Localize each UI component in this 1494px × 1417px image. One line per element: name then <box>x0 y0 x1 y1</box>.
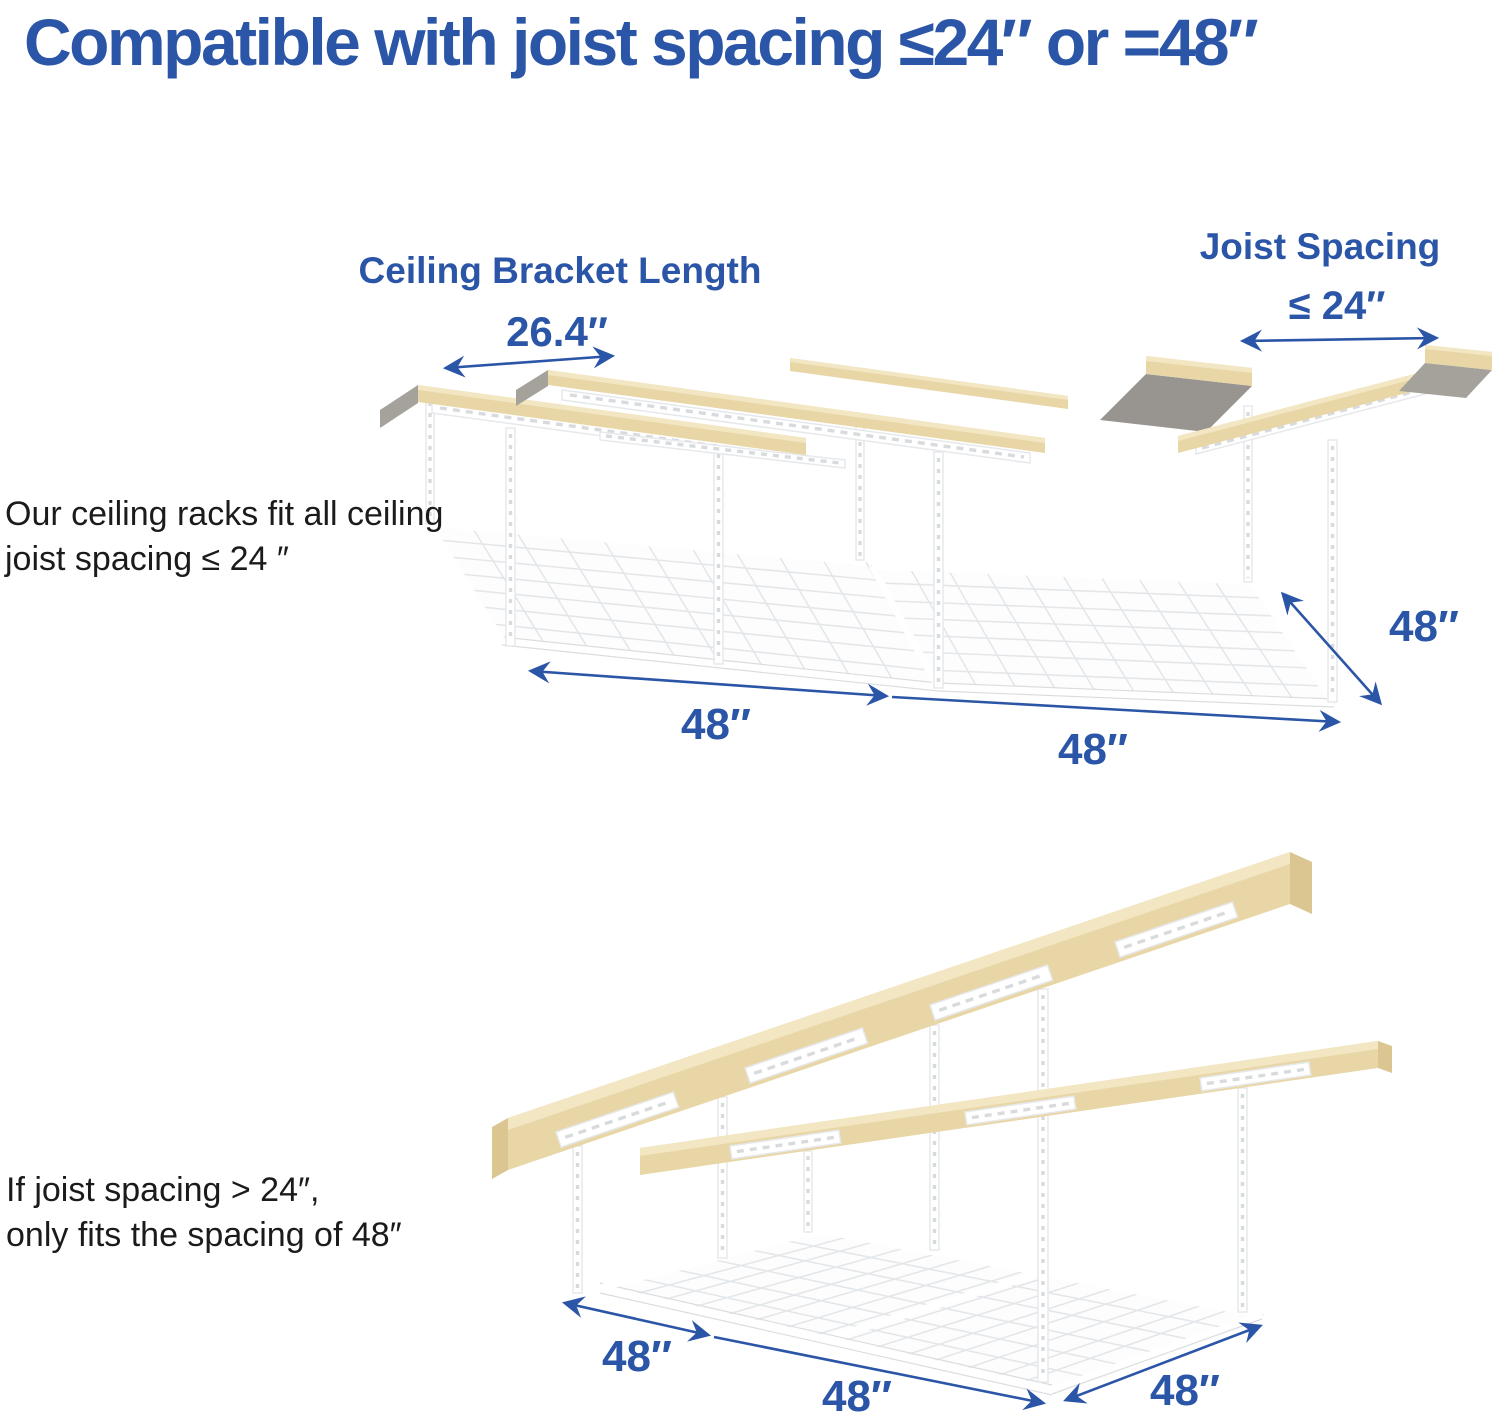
top-width-dim-right: 48″ <box>1057 725 1129 774</box>
top-note-line1: Our ceiling racks fit all ceiling <box>5 495 444 533</box>
ceiling-bracket-length-label: Ceiling Bracket Length <box>358 250 762 291</box>
post <box>930 1025 939 1250</box>
bottom-note <box>6 1168 402 1258</box>
top-rack-illustration <box>380 338 1492 722</box>
post <box>1328 440 1337 702</box>
post <box>934 452 943 688</box>
top-note <box>5 492 443 582</box>
bottom-width-dim-right: 48″ <box>821 1372 893 1417</box>
joist <box>790 358 1068 409</box>
joist-spacing-label: Joist Spacing <box>1199 226 1441 267</box>
bottom-note-line1: If joist spacing > 24″, <box>6 1171 320 1209</box>
post <box>506 428 515 646</box>
post <box>573 1146 582 1293</box>
bottom-depth-dim: 48″ <box>1149 1366 1221 1415</box>
wood-joists-right <box>1100 345 1492 453</box>
post <box>804 1151 812 1232</box>
page-title: Compatible with joist spacing ≤24″ or =48″ <box>24 5 1257 79</box>
joist <box>1100 356 1252 432</box>
bottom-note-line2: only fits the spacing of 48″ <box>6 1216 402 1254</box>
bracket-length-arrow <box>446 356 612 368</box>
bottom-rack-illustration <box>492 852 1392 1403</box>
post <box>714 448 723 664</box>
joist-spacing-dim-label: ≤ 24″ <box>1288 284 1386 328</box>
joist-spacing-arrow <box>1243 338 1436 341</box>
joist <box>1399 345 1492 398</box>
post <box>718 1097 727 1258</box>
top-width-dim-left: 48″ <box>680 700 752 749</box>
post <box>1038 989 1048 1382</box>
bottom-width-dim-left: 48″ <box>601 1332 673 1381</box>
top-depth-dim: 48″ <box>1388 602 1460 651</box>
ceiling-bracket-dim-label: 26.4″ <box>506 308 608 355</box>
top-note-line2: joist spacing ≤ 24 ″ <box>5 540 289 578</box>
wood-joists-left <box>380 358 1068 455</box>
post <box>1238 1088 1247 1312</box>
